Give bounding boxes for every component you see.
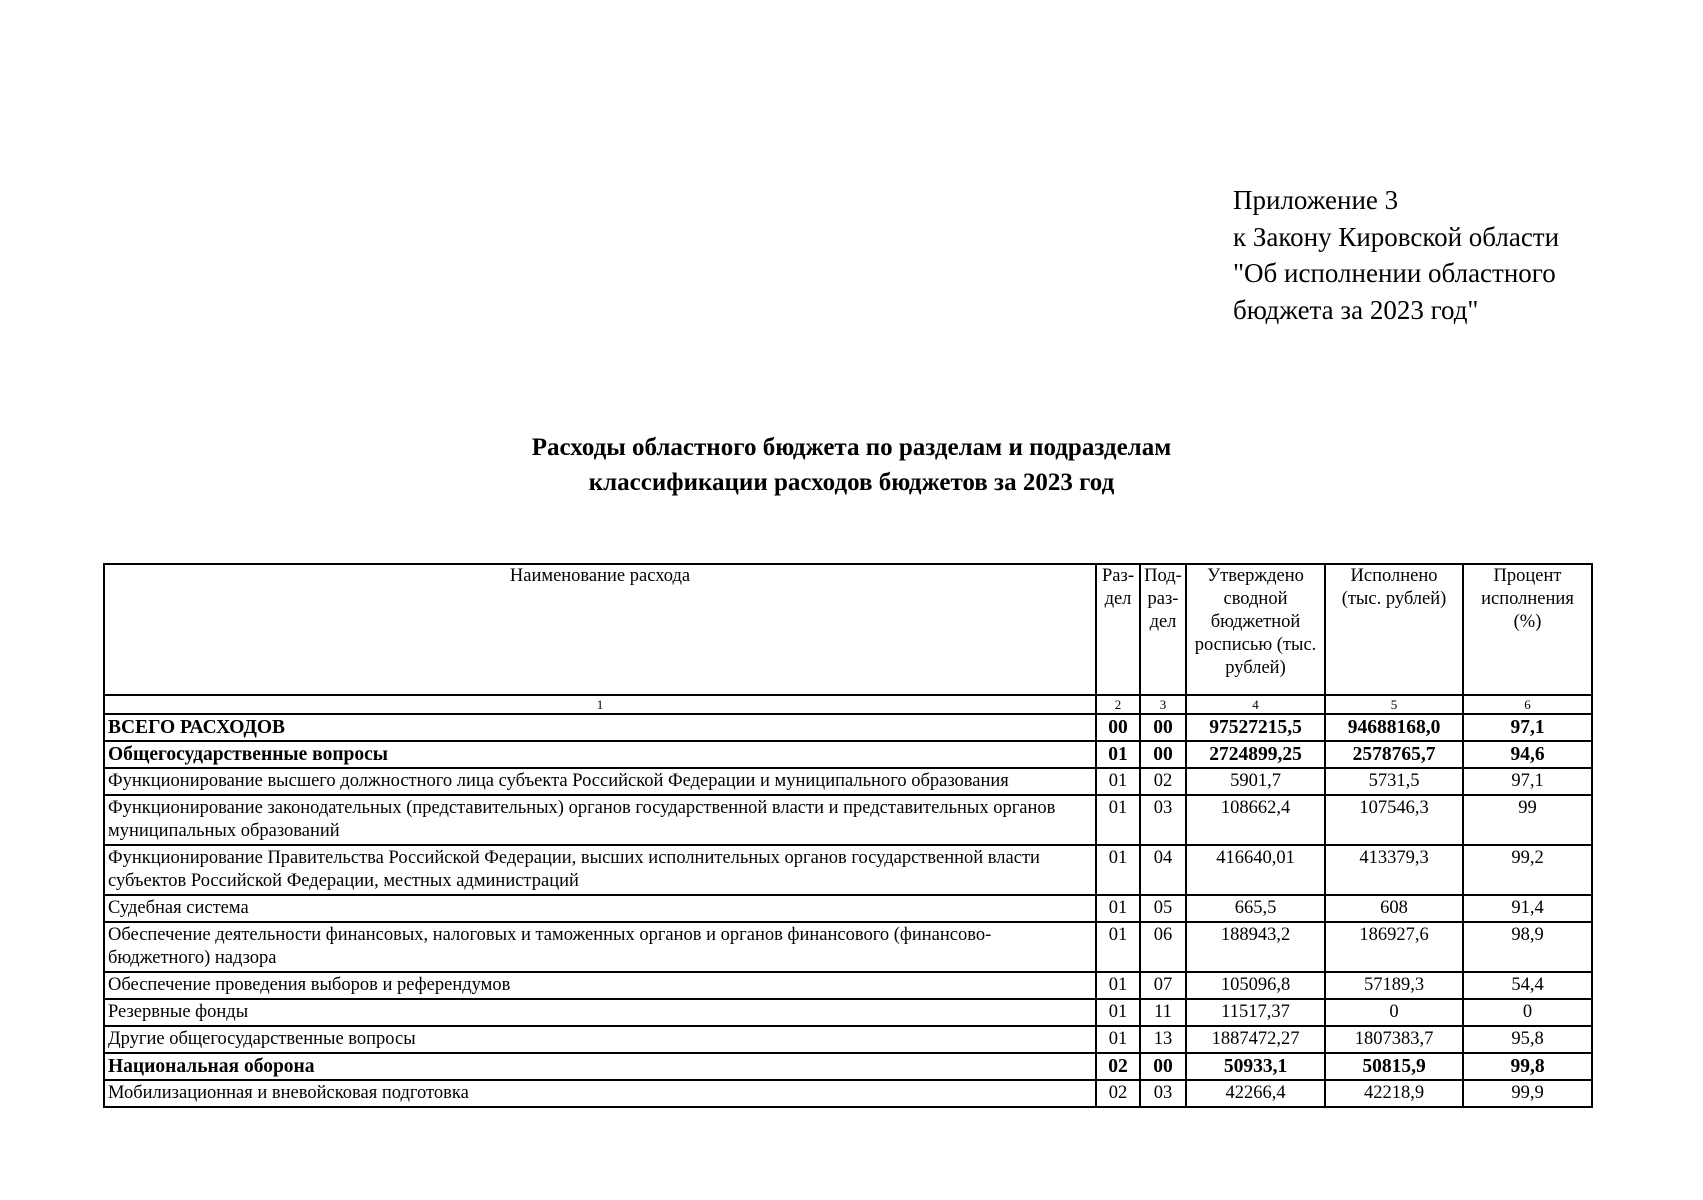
row-subsection: 00 xyxy=(1140,714,1186,741)
row-name: Обеспечение деятельности финансовых, налоговых и таможенных органов и органов финансового (финансово-бюджетного) надзора xyxy=(104,922,1096,972)
row-subsection: 04 xyxy=(1140,845,1186,895)
row-executed: 413379,3 xyxy=(1325,845,1463,895)
row-section: 01 xyxy=(1096,1026,1140,1053)
row-subsection: 05 xyxy=(1140,895,1186,922)
row-name: Мобилизационная и вневойсковая подготовка xyxy=(104,1080,1096,1107)
header-approved: Утверждено сводной бюджетной росписью (тыс. рублей) xyxy=(1186,564,1325,695)
title-line-1: Расходы областного бюджета по разделам и подразделам xyxy=(531,434,1172,461)
row-subsection: 00 xyxy=(1140,741,1186,768)
table-row xyxy=(104,999,1592,1026)
row-subsection: 03 xyxy=(1140,1080,1186,1107)
row-approved: 42266,4 xyxy=(1186,1080,1325,1107)
appendix-line: "Об исполнении областного xyxy=(1233,258,1556,288)
row-approved: 1887472,27 xyxy=(1186,1026,1325,1053)
row-name: Национальная оборона xyxy=(104,1053,1096,1080)
row-percent: 98,9 xyxy=(1463,922,1592,972)
row-name: Общегосударственные вопросы xyxy=(104,741,1096,768)
row-subsection: 00 xyxy=(1140,1053,1186,1080)
column-number: 5 xyxy=(1325,695,1463,714)
row-name: ВСЕГО РАСХОДОВ xyxy=(104,714,1096,741)
row-percent: 99,8 xyxy=(1463,1053,1592,1080)
row-section: 01 xyxy=(1096,741,1140,768)
column-number: 1 xyxy=(104,695,1096,714)
header-name: Наименование расхода xyxy=(104,564,1096,695)
row-percent: 99,9 xyxy=(1463,1080,1592,1107)
row-percent: 97,1 xyxy=(1463,768,1592,795)
table-row xyxy=(104,845,1592,895)
row-section: 01 xyxy=(1096,795,1140,845)
row-name: Функционирование Правительства Российской Федерации, высших исполнительных органов государственной власти субъектов Российской Федерации, местных администраций xyxy=(104,845,1096,895)
row-approved: 416640,01 xyxy=(1186,845,1325,895)
row-approved: 188943,2 xyxy=(1186,922,1325,972)
title-line-2: классификации расходов бюджетов за 2023 год xyxy=(588,469,1115,496)
expenditure-table xyxy=(103,563,1593,1108)
row-subsection: 03 xyxy=(1140,795,1186,845)
row-subsection: 06 xyxy=(1140,922,1186,972)
row-section: 01 xyxy=(1096,895,1140,922)
column-number: 2 xyxy=(1096,695,1140,714)
table-row xyxy=(104,714,1592,741)
column-number-row xyxy=(104,695,1592,714)
table-row xyxy=(104,1026,1592,1053)
row-executed: 57189,3 xyxy=(1325,972,1463,999)
appendix-note xyxy=(1233,182,1559,328)
row-executed: 1807383,7 xyxy=(1325,1026,1463,1053)
appendix-line: бюджета за 2023 год" xyxy=(1233,294,1479,325)
column-number: 4 xyxy=(1186,695,1325,714)
row-section: 01 xyxy=(1096,922,1140,972)
row-section: 01 xyxy=(1096,768,1140,795)
row-section: 01 xyxy=(1096,972,1140,999)
row-section: 01 xyxy=(1096,845,1140,895)
row-executed: 608 xyxy=(1325,895,1463,922)
row-name: Обеспечение проведения выборов и референдумов xyxy=(104,972,1096,999)
header-subsection: Под- раз- дел xyxy=(1140,564,1186,695)
row-subsection: 13 xyxy=(1140,1026,1186,1053)
header-percent: Процент исполнения (%) xyxy=(1463,564,1592,695)
table-row xyxy=(104,1053,1592,1080)
document-title xyxy=(0,430,1703,500)
row-percent: 94,6 xyxy=(1463,741,1592,768)
row-subsection: 07 xyxy=(1140,972,1186,999)
row-percent: 91,4 xyxy=(1463,895,1592,922)
row-approved: 11517,37 xyxy=(1186,999,1325,1026)
row-percent: 0 xyxy=(1463,999,1592,1026)
row-executed: 2578765,7 xyxy=(1325,741,1463,768)
table-header-row xyxy=(104,564,1592,695)
table-row xyxy=(104,768,1592,795)
row-executed: 107546,3 xyxy=(1325,795,1463,845)
row-percent: 99 xyxy=(1463,795,1592,845)
table-row xyxy=(104,972,1592,999)
row-percent: 95,8 xyxy=(1463,1026,1592,1053)
row-executed: 186927,6 xyxy=(1325,922,1463,972)
row-executed: 5731,5 xyxy=(1325,768,1463,795)
row-approved: 108662,4 xyxy=(1186,795,1325,845)
row-section: 02 xyxy=(1096,1080,1140,1107)
row-executed: 42218,9 xyxy=(1325,1080,1463,1107)
row-executed: 94688168,0 xyxy=(1325,714,1463,741)
row-name: Резервные фонды xyxy=(104,999,1096,1026)
row-subsection: 02 xyxy=(1140,768,1186,795)
header-executed: Исполнено (тыс. рублей) xyxy=(1325,564,1463,695)
row-name: Функционирование законодательных (представительных) органов государственной власти и представительных органов муниципальных образований xyxy=(104,795,1096,845)
row-section: 01 xyxy=(1096,999,1140,1026)
row-approved: 105096,8 xyxy=(1186,972,1325,999)
appendix-line: к Закону Кировской области xyxy=(1233,221,1560,252)
table-row xyxy=(104,741,1592,768)
column-number: 6 xyxy=(1463,695,1592,714)
appendix-line: Приложение 3 xyxy=(1233,185,1399,215)
row-name: Другие общегосударственные вопросы xyxy=(104,1026,1096,1053)
column-number: 3 xyxy=(1140,695,1186,714)
row-section: 02 xyxy=(1096,1053,1140,1080)
row-name: Функционирование высшего должностного лица субъекта Российской Федерации и муниципального образования xyxy=(104,768,1096,795)
row-approved: 97527215,5 xyxy=(1186,714,1325,741)
row-executed: 0 xyxy=(1325,999,1463,1026)
row-approved: 665,5 xyxy=(1186,895,1325,922)
row-name: Судебная система xyxy=(104,895,1096,922)
row-percent: 97,1 xyxy=(1463,714,1592,741)
header-section: Раз- дел xyxy=(1096,564,1140,695)
row-percent: 54,4 xyxy=(1463,972,1592,999)
row-percent: 99,2 xyxy=(1463,845,1592,895)
table-row xyxy=(104,922,1592,972)
table-row xyxy=(104,895,1592,922)
row-approved: 50933,1 xyxy=(1186,1053,1325,1080)
row-executed: 50815,9 xyxy=(1325,1053,1463,1080)
table-row xyxy=(104,795,1592,845)
row-subsection: 11 xyxy=(1140,999,1186,1026)
row-approved: 5901,7 xyxy=(1186,768,1325,795)
row-approved: 2724899,25 xyxy=(1186,741,1325,768)
table-body xyxy=(104,714,1592,1107)
row-section: 00 xyxy=(1096,714,1140,741)
table-row xyxy=(104,1080,1592,1107)
